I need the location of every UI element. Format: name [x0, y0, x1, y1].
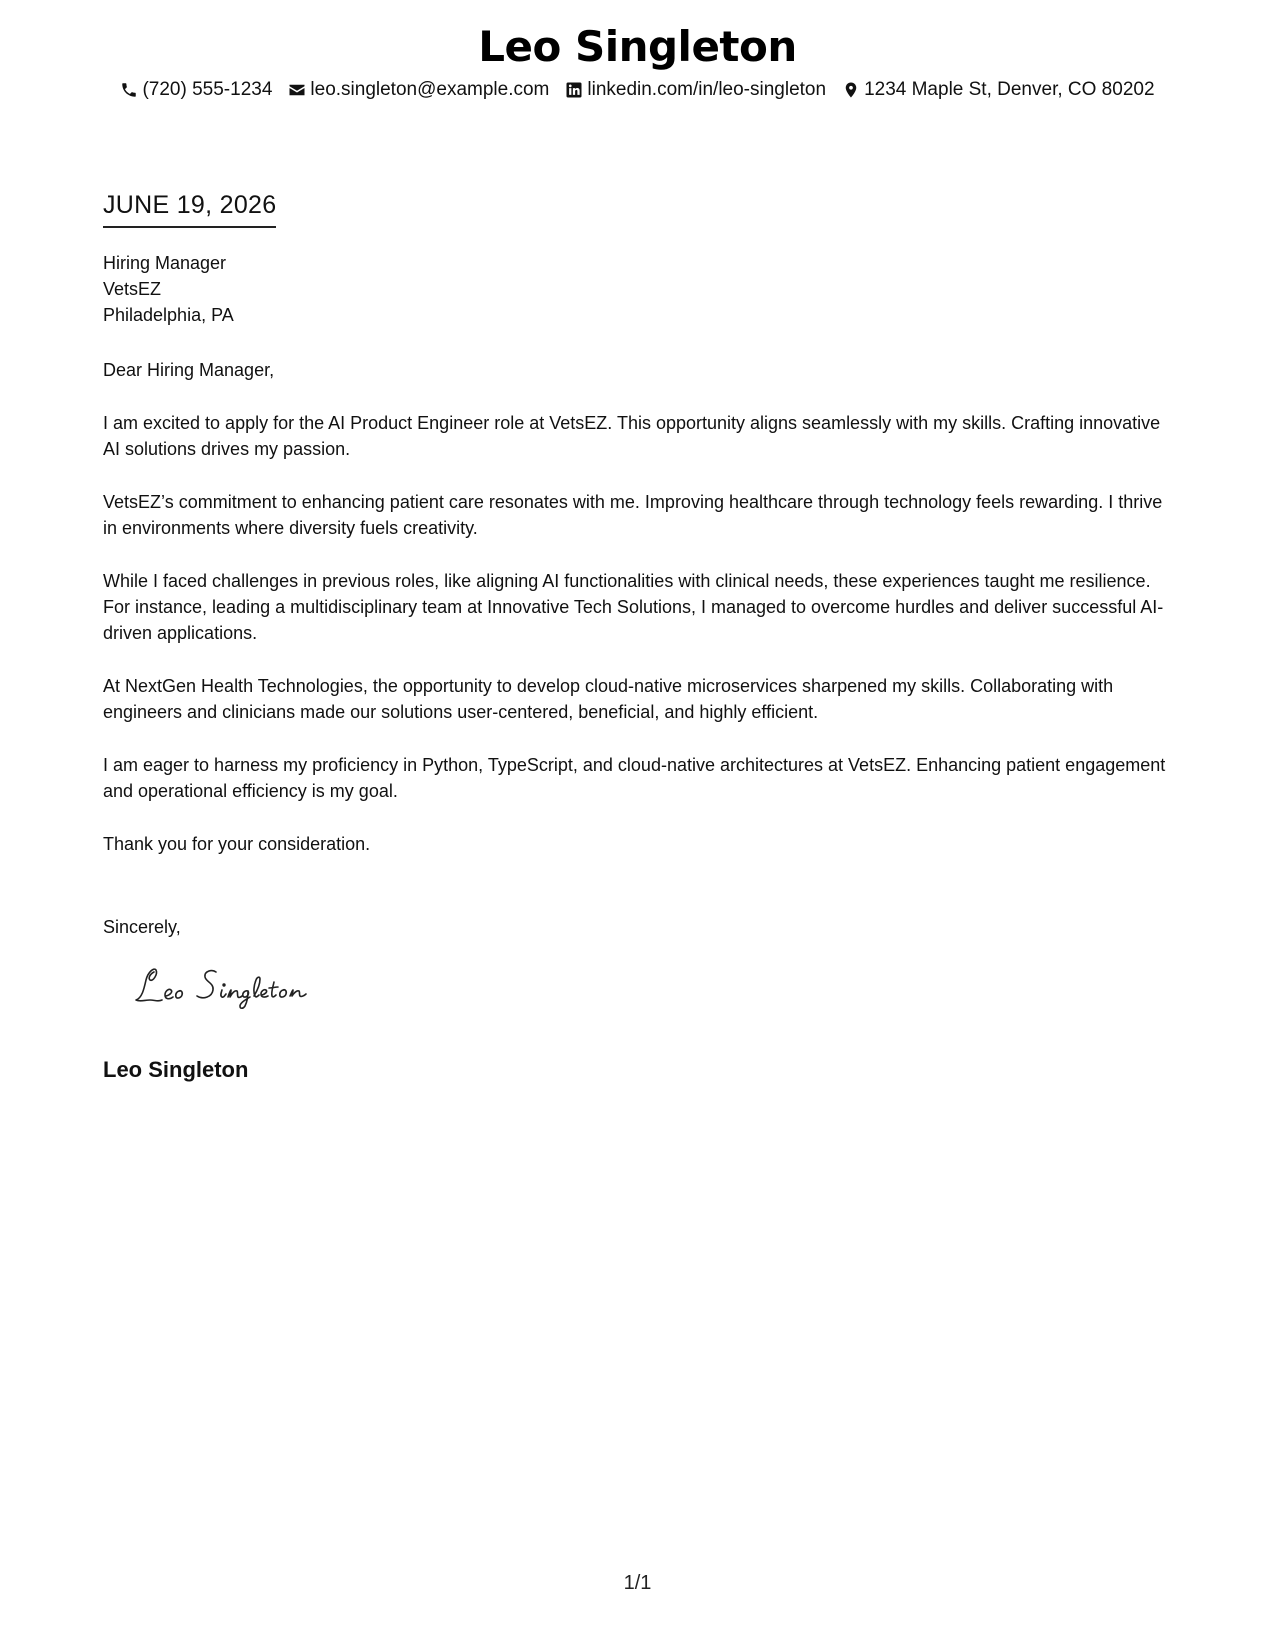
phone-icon — [120, 81, 138, 99]
paragraph: I am excited to apply for the AI Product Engineer role at VetsEZ. This opportunity aligns seamlessly with my skills. Crafting innovative AI solutions drives my passion. — [103, 413, 1161, 459]
closing: Sincerely, — [103, 917, 181, 937]
recipient-company: VetsEZ — [103, 279, 162, 299]
paragraph: VetsEZ’s commitment to enhancing patient care resonates with me. Improving healthcare through technology feels rewarding. I thrive in environments where diversity fuels creativity. — [103, 492, 1163, 538]
letter-date: JUNE 19, 2026 — [103, 190, 276, 228]
contact-row — [0, 79, 1275, 101]
signature-image — [132, 958, 342, 1018]
email-text: leo.singleton@example.com — [310, 79, 550, 100]
header-name: Leo Singleton — [478, 22, 797, 71]
letter-body — [103, 357, 1173, 884]
map-pin-icon — [842, 81, 860, 99]
address-text: 1234 Maple St, Denver, CO 80202 — [864, 79, 1155, 100]
recipient-title: Hiring Manager — [103, 253, 227, 273]
paragraph: I am eager to harness my proficiency in Python, TypeScript, and cloud-native architectures at VetsEZ. Enhancing patient engagement and operational efficiency is my goal. — [103, 755, 1166, 801]
contact-linkedin — [565, 79, 826, 101]
recipient-block — [103, 250, 234, 328]
paragraph: At NextGen Health Technologies, the opportunity to develop cloud-native microservices sharpened my skills. Collaborating with engineers and clinicians made our solutions user-centered, beneficial, and highly efficient. — [103, 676, 1114, 722]
linkedin-icon — [565, 81, 583, 99]
contact-phone — [120, 79, 272, 101]
contact-email — [288, 79, 549, 101]
salutation: Dear Hiring Manager, — [103, 360, 275, 380]
phone-text: (720) 555-1234 — [142, 79, 273, 100]
signer-name: Leo Singleton — [103, 1057, 249, 1082]
paragraph: While I faced challenges in previous roles, like aligning AI functionalities with clinical needs, these experiences taught me resilience. For instance, leading a multidisciplinary team at Innovative Tech Solutions, I managed to overcome hurdles and deliver successful AI-driven applications. — [103, 571, 1164, 643]
envelope-icon — [288, 81, 306, 99]
linkedin-text: linkedin.com/in/leo-singleton — [587, 79, 827, 100]
recipient-location: Philadelphia, PA — [103, 305, 234, 325]
contact-address — [842, 79, 1154, 101]
paragraph: Thank you for your consideration. — [103, 834, 371, 854]
page-number: 1/1 — [623, 1572, 652, 1594]
